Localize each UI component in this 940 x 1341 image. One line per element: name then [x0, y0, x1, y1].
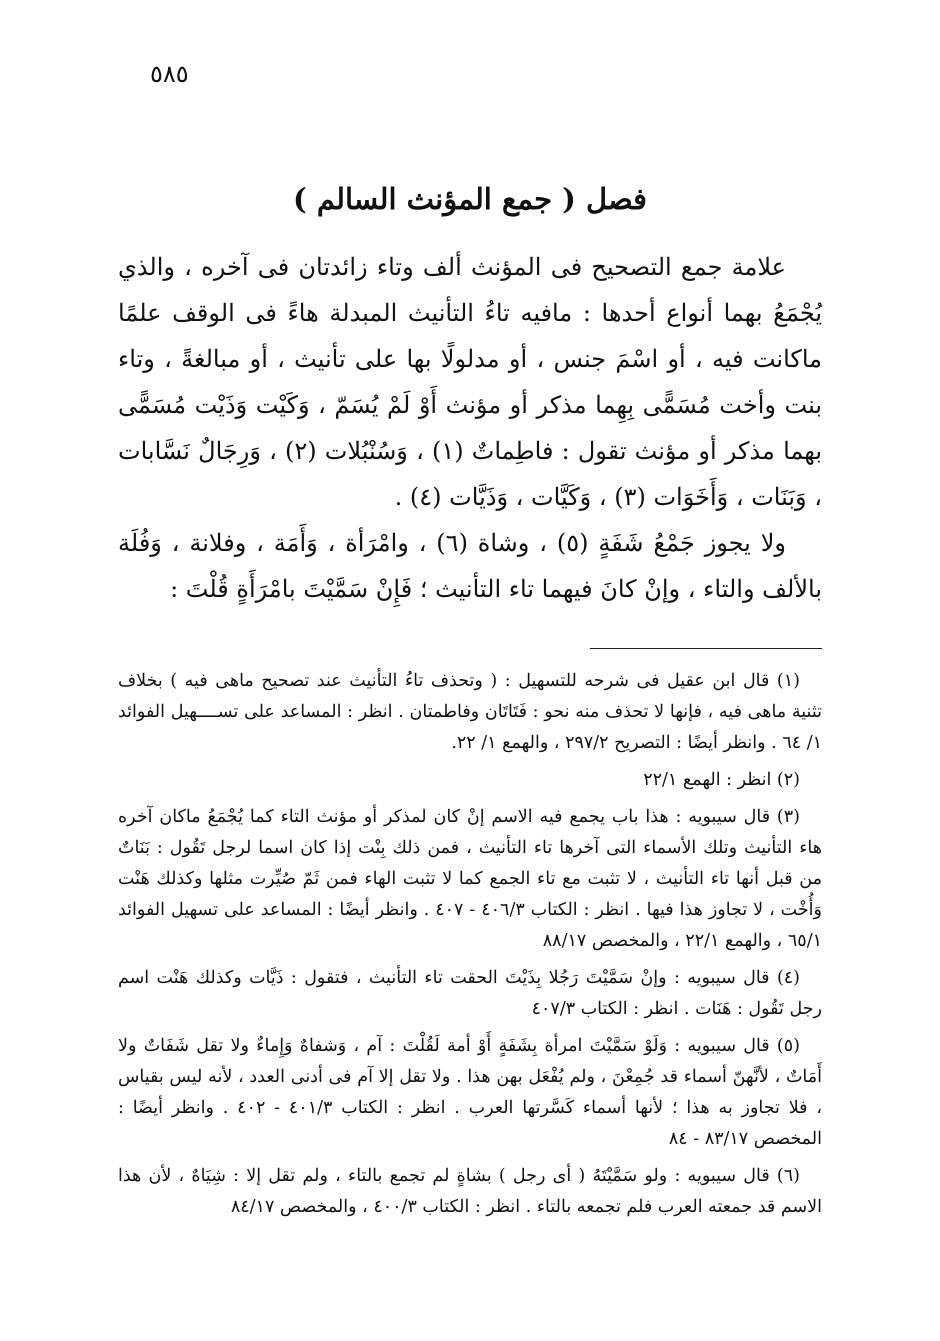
- paragraph-2: ولا يجوز جَمْعُ شَفَةٍ (٥) ، وشاة (٦) ، وامْرَأة ، وَأَمَة ، وفلانة ، وَفُلَة بالألف والتاء ، وإنْ كانَ فيهما تاء التأنيث ؛ فَإِنْ سَمَّيْتَ بامْرَأَةٍ قُلْتَ :: [118, 529, 822, 603]
- footnote-4: (٤) قال سيبويه : وإنْ سَمَّيْتَ رَجُلا بِذَيْتَ الحقت تاء التأنيث ، فتقول : ذَيَّات وكذلك هَنْت اسم رجل تَقُول : هَنَات . انظر : الكتاب ٤٠٧/٣: [118, 968, 822, 1019]
- paragraph-1: علامة جمع التصحيح فى المؤنث ألف وتاء زائدتان فى آخره ، والذي يُجْمَعُ بهما أنواع أحدها : مافيه تاءُ التأنيث المبدلة هاءً فى الوقف علمًا ماكانت فيه ، أو اسْمَ جنس ، أو مدلولًا بها على تأنيث ، أو مبالغةً ، وتاء بنت وأخت مُسَمًّى بِهِما مذكر أو مؤنث أَوْ لَمْ يُسَمّ ، وَكَيْت وَذَيْت مُسَمًّى بهما مذكر أو مؤنث تقول : فاطِماتٌ (١) ، وَسُنْبُلات (٢) ، وَرِجَالٌ نَسَّابات ، وَبَنَات ، وَأَخَوَات (٣) ، وَكَيَّات ، وَذَيَّات (٤) .: [118, 253, 822, 511]
- footnote-divider: [590, 648, 822, 649]
- footnote-3: (٣) قال سيبويه : هذا باب يجمع فيه الاسم إنْ كان لمذكر أو مؤنث التاء كما يُجْمَعُ ماكان آخره هاء التأنيث وتلك الأسماء التى آخرها تاء التأنيث ، فمن ذلك بِنْت إذا كان اسما لرجل تَقُول : بَنَاتٌ من قبل أنها تاء التأنيث ، لا تثبت مع تاء الجمع كما لا تثبت الهاء فمن ثَمّ صُيِّرت مثلها وكذلك هَنْت وَأُخْت ، لا تجاوز هذا فيها . انظر : الكتاب ٤٠٦/٣ - ٤٠٧ . وانظر أيضًا : المساعد على تسهيل الفوائد ٦٥/١ ، والهمع ٢٢/١ ، والمخصص ٨٨/١٧: [118, 807, 822, 951]
- page-number: ٥٨٥: [150, 60, 189, 88]
- chapter-title: فصل ( جمع المؤنث السالم ): [293, 182, 647, 216]
- footnote-5: (٥) قال سيبويه : وَلَوْ سَمَّيْتَ امرأة بِشَفَةٍ أَوْ أمة لَقُلْتَ : آم ، وَشفاهٌ وَإِماءٌ ولا تقل شَفَاتٌ ولا أَمَاتٌ ، لأنَّهنّ أسماء قد جُمِعْنَ ، ولم يُفْعَل بهن هذا . ولا تقل إلا آم فى أدنى العدد ، لأنه ليس بقياس ، فلا تجاوز به هذا ؛ لأنها أسماء كَسَّرتها العرب . انظر : الكتاب ٤٠١/٣ - ٤٠٢ . وانظر أيضًا : المخصص ٨٣/١٧ - ٨٤: [118, 1036, 822, 1149]
- footnotes: [118, 666, 822, 1229]
- footnote-6: (٦) قال سيبويه : ولو سَمَّيْتَهُ ( أى رجل ) بشاةٍ لم تجمع بالتاء ، ولم تقل إلا : شِيَاهٌ ، لأن هذا الاسم قد جمعته العرب فلم تجمعه بالتاء . انظر : الكتاب ٤٠٠/٣ ، والمخصص ٨٤/١٧: [118, 1166, 822, 1217]
- main-text: [118, 244, 822, 612]
- footnote-1: (١) قال ابن عقيل فى شرحه للتسهيل : ( وتحذف تاءُ التأنيث عند تصحيح ماهى فيه ) بخلاف تثنية ماهى فيه ، فإنها لا تحذف منه نحو : فَتَاتَان وفاطمتان . انظر : المساعد على تســــهيل الفوائد ١/ ٦٤ . وانظر أيضًا : التصريح ٢٩٧/٢ ، والهمع ١/ ٢٢.: [118, 671, 822, 753]
- footnote-2: (٢) انظر : الهمع ٢٢/١: [643, 770, 800, 790]
